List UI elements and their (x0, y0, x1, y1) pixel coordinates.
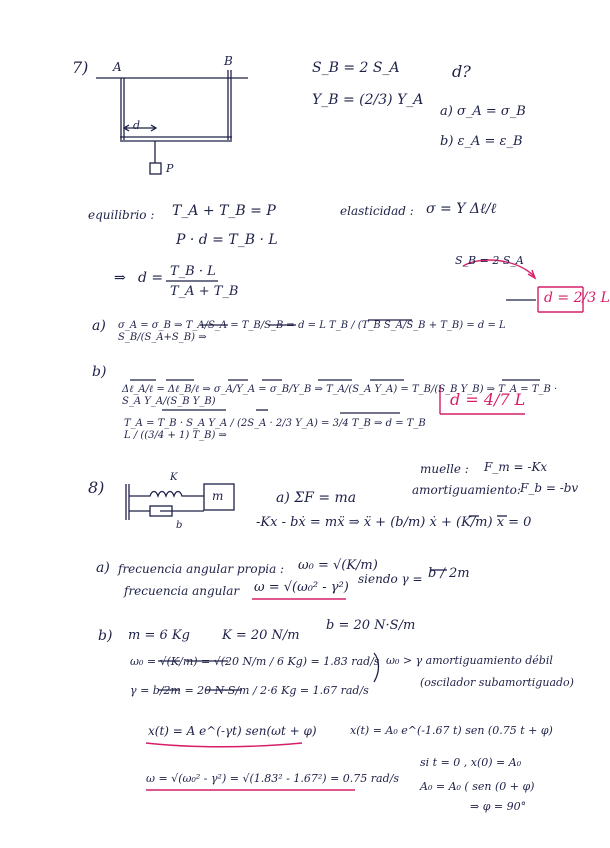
p8-part-a-label: a) (96, 560, 110, 576)
d-formula-num: T_B · L (170, 264, 216, 279)
damping-constant-value: b = 20 N·S/m (326, 618, 416, 633)
initial-condition-3: ⇒ φ = 90° (470, 800, 527, 813)
part-a-derivation: σ_A = σ_B ⇒ T_A/S_A = T_B/S_B ⇒ d = L T_B / (T_B S_A/S_B + T_B) = d = L S_B/(S_A+S_B) ⇒ (118, 320, 506, 343)
problem-7-number: 7) (72, 58, 89, 77)
implies-arrow: ⇒ (114, 270, 126, 286)
angular-freq-eq: ω = √(ω₀² - γ²) (254, 580, 349, 595)
given-area-ratio: S_B = 2 S_A (312, 60, 400, 76)
part-a-label: a) (92, 318, 106, 334)
natural-freq-eq: ω₀ = √(K/m) (298, 558, 378, 573)
natural-freq-label: frecuencia angular propia : (118, 562, 285, 576)
part-b-label: b) (92, 364, 107, 380)
label-a: A (113, 60, 122, 74)
elasticity-label: elasticidad : (340, 204, 414, 218)
label-k: K (170, 472, 178, 483)
w0-computation: ω₀ = √(K/m) = √(20 N/m / 6 Kg) = 1.83 rad/s (130, 655, 380, 668)
problem-8-number: 8) (88, 478, 105, 497)
part-a-result: d = 2/3 L (544, 290, 610, 306)
gamma-eq: b / 2m (428, 566, 470, 581)
label-p: P (166, 162, 174, 175)
part-a-note: S_B = 2 S_A (455, 254, 524, 267)
angular-freq-label: frecuencia angular (124, 584, 240, 598)
newton-line1: a) ΣF = ma (276, 490, 357, 506)
spring-label: muelle : (420, 462, 469, 476)
gamma-label: siendo γ = (358, 572, 423, 586)
spring-eq: F_m = -Kx (484, 460, 548, 474)
initial-condition-2: A₀ = A₀ ( sen (0 + φ) (420, 780, 535, 793)
label-d: d (133, 119, 141, 132)
spring-constant-value: K = 20 N/m (222, 628, 300, 643)
label-b-damper: b (176, 520, 183, 531)
damping-label: amortiguamiento: (412, 483, 521, 497)
d-formula-den: T_A + T_B (170, 284, 239, 299)
label-m: m (212, 489, 224, 503)
part-b-derivation-1: Δℓ_A/ℓ = Δℓ_B/ℓ ⇒ σ_A/Y_A = σ_B/Y_B ⇒ T_A/(S_A Y_A) = T_B/(S_B Y_B) ⇒ T_A = T_B · S_A Y_A/(S_B Y_B) (122, 384, 558, 407)
question-head: d? (452, 62, 471, 81)
label-b: B (224, 54, 233, 68)
p8-part-b-label: b) (98, 628, 113, 644)
gamma-computation: γ = b/2m = 20 N·S/m / 2·6 Kg = 1.67 rad/s (130, 684, 369, 697)
given-modulus-ratio: Y_B = (2/3) Y_A (312, 92, 424, 108)
mass-value: m = 6 Kg (128, 628, 190, 643)
question-b: b) ε_A = ε_B (440, 134, 523, 149)
damping-conclusion: ω₀ > γ amortiguamiento débil (386, 654, 553, 667)
initial-condition-1: si t = 0 , x(0) = A₀ (420, 756, 522, 769)
question-a: a) σ_A = σ_B (440, 104, 526, 119)
equilibrium-eq2: P · d = T_B · L (176, 232, 278, 248)
rigid-bar-diagram (96, 70, 248, 174)
damping-conclusion-2: (oscilador subamortiguado) (420, 676, 574, 689)
equilibrium-eq1: T_A + T_B = P (172, 203, 276, 219)
equilibrium-label: equilibrio : (88, 208, 155, 222)
general-solution: x(t) = A e^(-γt) sen(ωt + φ) (148, 724, 317, 738)
elasticity-eq: σ = Y Δℓ/ℓ (426, 201, 497, 217)
damping-eq: F_b = -bv (520, 481, 579, 495)
newton-line2: -Kx - bẋ = mẍ ⇒ ẍ + (b/m) ẋ + (K/m) x = 0 (256, 515, 532, 530)
d-formula-lhs: d = (138, 270, 164, 286)
specific-solution: x(t) = A₀ e^(-1.67 t) sen (0.75 t + φ) (350, 724, 553, 737)
omega-computation: ω = √(ω₀² - γ²) = √(1.83² - 1.67²) = 0.75 rad/s (146, 772, 399, 785)
part-b-derivation-2: T_A = T_B · S_A Y_A / (2S_A · 2/3 Y_A) = 3/4 T_B ⇒ d = T_B L / ((3/4 + 1) T_B) ⇒ (124, 418, 426, 441)
part-b-result: d = 4/7 L (450, 390, 526, 409)
